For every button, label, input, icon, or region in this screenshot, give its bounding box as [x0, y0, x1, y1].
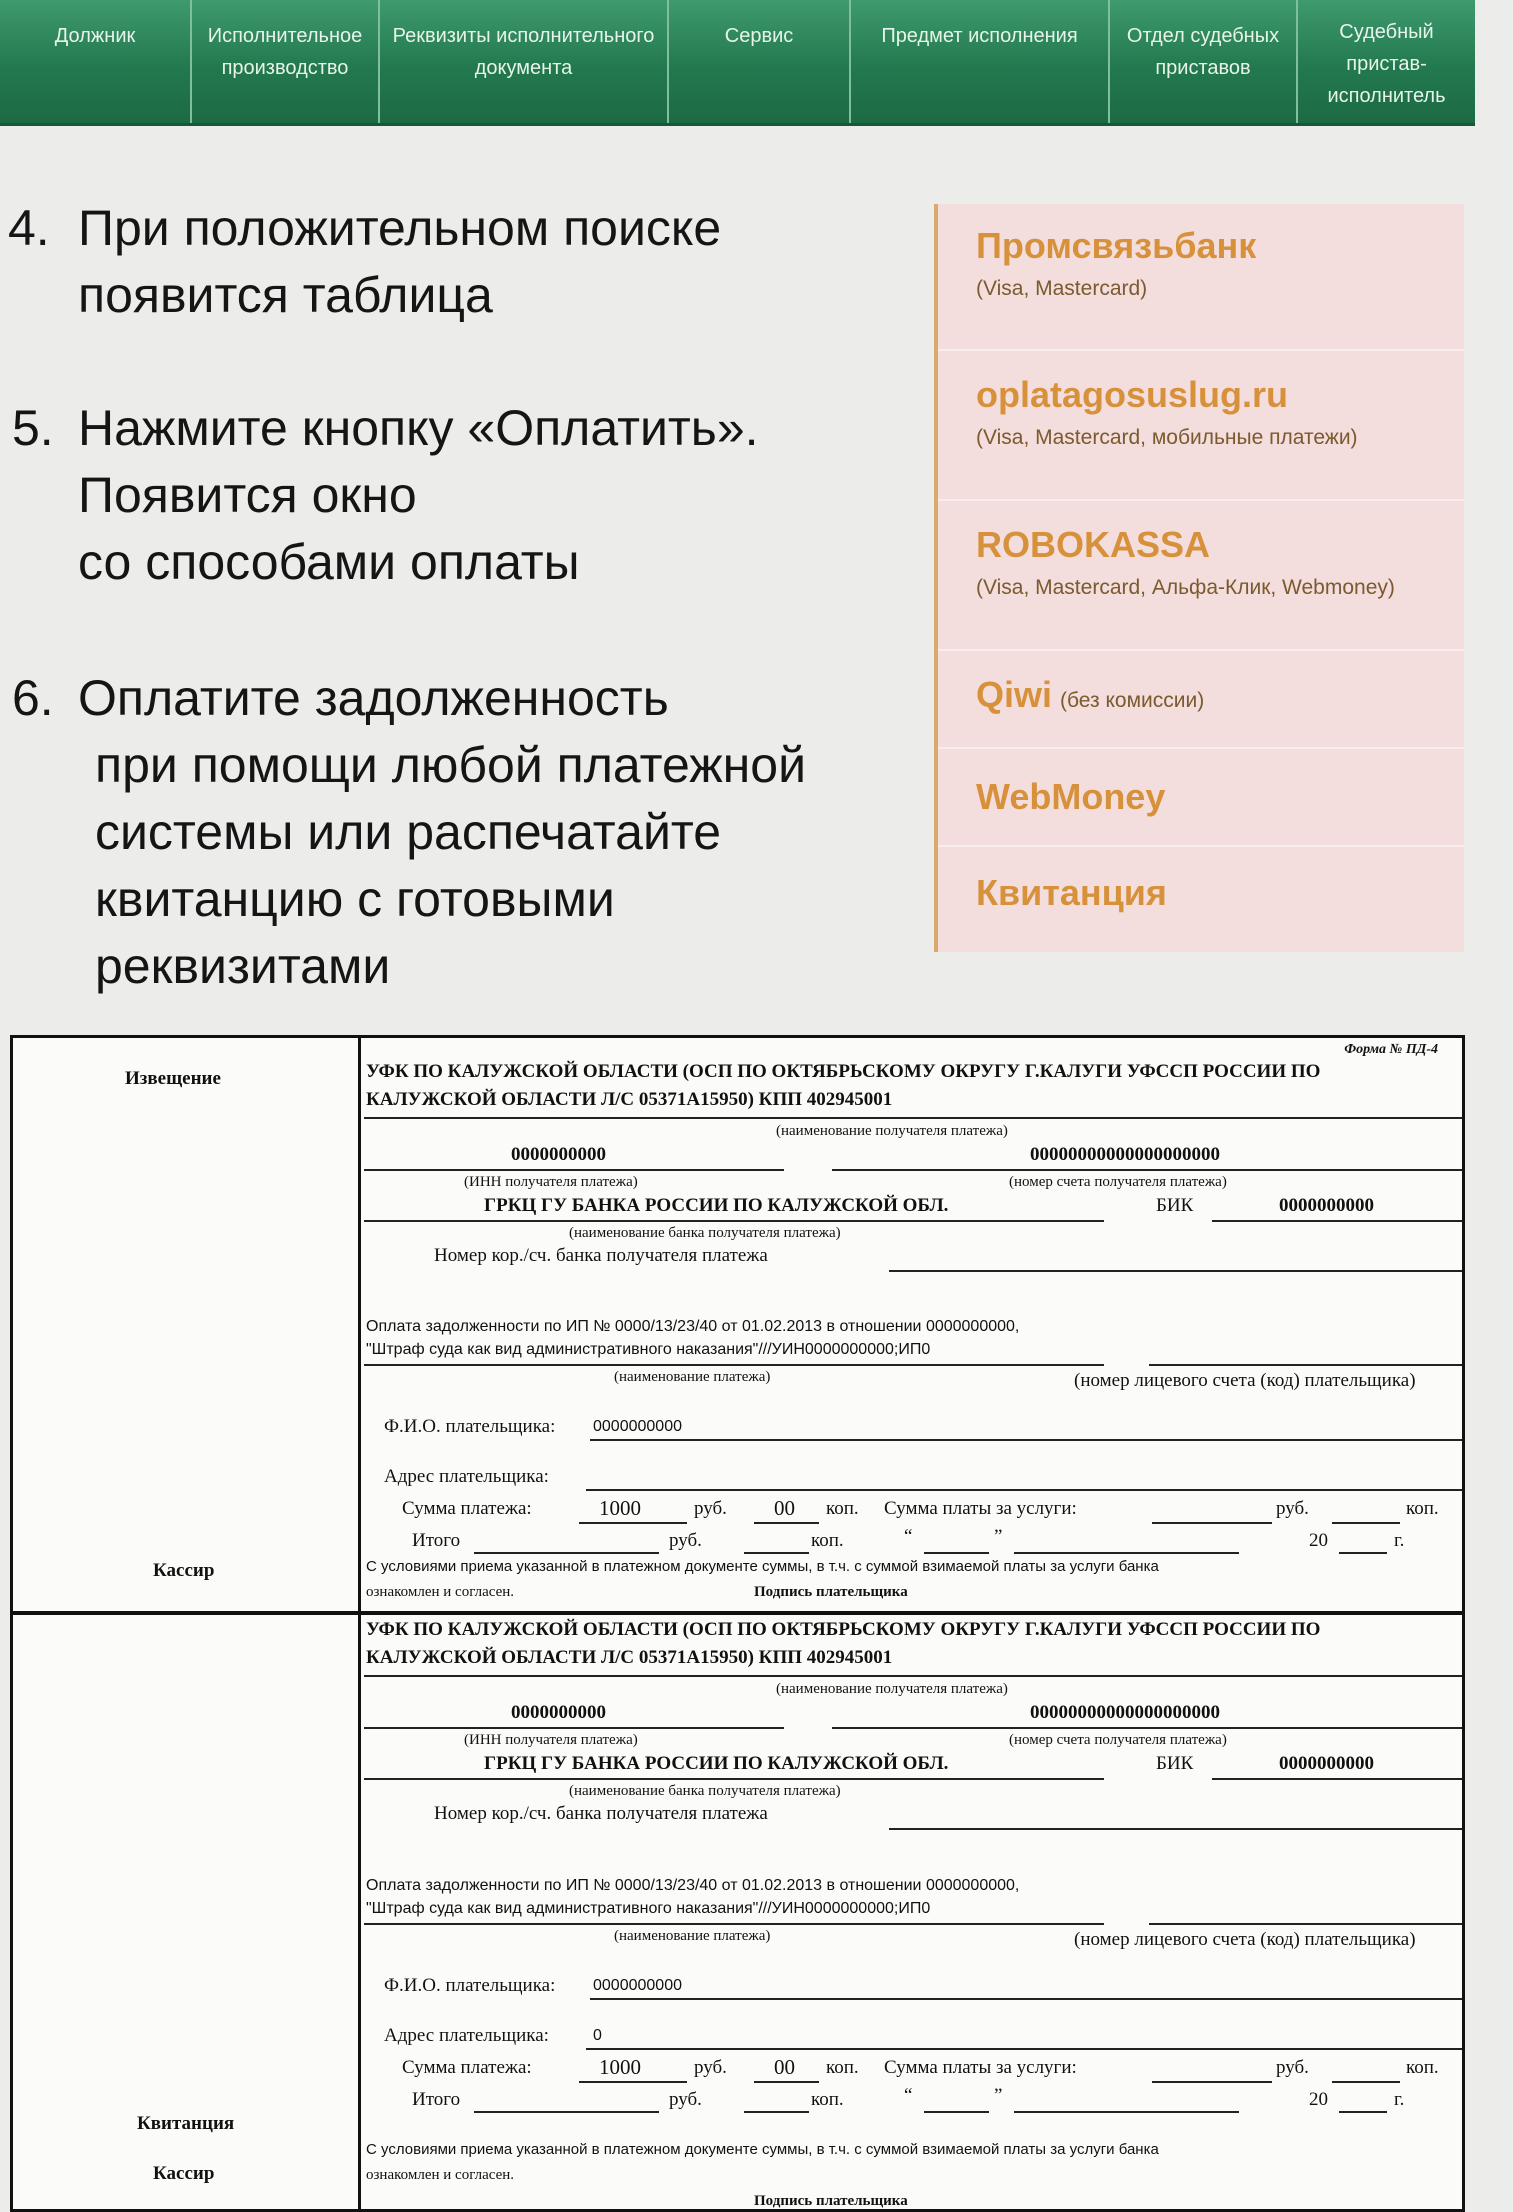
payment-option-promsvyazbank[interactable] [938, 204, 1464, 351]
payment-receipt-form [10, 1035, 1465, 2212]
payment-sum-kop[interactable]: 00 [774, 1496, 795, 1520]
payer-address-value[interactable]: 0 [593, 2027, 602, 2044]
recipient-name-cont: КАЛУЖСКОЙ ОБЛАСТИ Л/С 05371А15950) КПП 402945001 [366, 1089, 893, 1110]
bank-name: ГРКЦ ГУ БАНКА РОССИИ ПО КАЛУЖСКОЙ ОБЛ. [484, 1195, 949, 1216]
payment-purpose-cont: "Штраф суда как вид административного наказания"///УИН0000000000;ИП0 [366, 1900, 931, 1917]
nav-item-service[interactable]: Сервис [669, 0, 851, 123]
payment-option-oplatagosuslug[interactable] [938, 351, 1464, 501]
bank-caption: (наименование банка получателя платежа) [569, 1783, 841, 1799]
payment-sum-label: Сумма платежа: [402, 1498, 532, 1519]
recipient-name: УФК ПО КАЛУЖСКОЙ ОБЛАСТИ (ОСП ПО ОКТЯБРЬСКОМУ ОКРУГУ Г.КАЛУГИ УФССП РОССИИ ПО [366, 1061, 1321, 1082]
step-text: со способами оплаты [78, 534, 580, 590]
payer-name-value[interactable]: 0000000000 [593, 1977, 682, 1994]
payment-option-name: WebMoney [976, 776, 1166, 817]
nav-item-bailiff[interactable]: Судебный пристав- исполнитель [1327, 21, 1446, 107]
payment-option-name: oplatagosuslug.ru [976, 374, 1289, 415]
receipt-label: Квитанция [137, 2113, 235, 2134]
step-text: реквизитами [95, 938, 391, 994]
date-quote-close: ” [994, 1526, 1003, 1547]
payment-option-details: (Visa, Mastercard, мобильные платежи) [976, 426, 1358, 449]
payment-option-name: Промсвязьбанк [976, 225, 1257, 266]
nav-item-bailiff-department[interactable]: Отдел судебных приставов [1110, 0, 1298, 123]
step-text: Нажмите кнопку «Оплатить». [78, 400, 759, 456]
payment-methods-panel [934, 204, 1464, 952]
kop-label: коп. [811, 1530, 844, 1551]
notice-section [13, 1038, 1462, 1615]
payment-sum-rub[interactable]: 1000 [599, 2055, 641, 2079]
receipt-section [13, 1615, 1462, 2212]
corr-account-label: Номер кор./сч. банка получателя платежа [434, 1803, 768, 1824]
notice-label: Извещение [125, 1068, 221, 1089]
step-text: квитанцию с готовыми [95, 871, 615, 927]
payment-option-receipt[interactable] [938, 847, 1464, 952]
personal-account-caption: (номер лицевого счета (код) плательщика) [1074, 1929, 1416, 1950]
year-prefix: 20 [1309, 1530, 1328, 1551]
payment-option-name: Qiwi [976, 674, 1053, 715]
cashier-label: Кассир [153, 2163, 215, 2184]
payment-option-details: (Visa, Mastercard) [976, 277, 1148, 300]
corr-account-label: Номер кор./сч. банка получателя платежа [434, 1245, 768, 1266]
terms-text: С условиями приема указанной в платежном документе суммы, в т.ч. с суммой взимаемой платы за услуги банка [366, 2141, 1159, 2158]
total-label: Итого [412, 1530, 461, 1551]
purpose-caption: (наименование платежа) [614, 1369, 771, 1385]
payment-purpose-cont: "Штраф суда как вид административного наказания"///УИН0000000000;ИП0 [366, 1341, 931, 1358]
rub-label: руб. [669, 1530, 702, 1551]
account-value: 00000000000000000000 [1030, 1702, 1220, 1723]
payment-option-qiwi[interactable] [938, 651, 1464, 749]
kop-label: коп. [1406, 1498, 1439, 1519]
step-text: Появится окно [78, 467, 417, 523]
notice-fields [364, 1038, 1462, 1611]
payment-option-details: (Visa, Mastercard, Альфа-Клик, Webmoney) [976, 576, 1395, 599]
terms-text: С условиями приема указанной в платежном документе суммы, в т.ч. с суммой взимаемой платы за услуги банка [366, 1558, 1159, 1575]
bank-name: ГРКЦ ГУ БАНКА РОССИИ ПО КАЛУЖСКОЙ ОБЛ. [484, 1753, 949, 1774]
rub-label: руб. [1276, 2057, 1309, 2078]
step-text: При положительном поиске [78, 200, 722, 256]
rub-label: руб. [1276, 1498, 1309, 1519]
form-number: Форма № ПД-4 [1344, 1042, 1438, 1057]
step-6 [0, 665, 806, 1000]
payer-name-label: Ф.И.О. плательщика: [384, 1416, 556, 1437]
payment-option-robokassa[interactable] [938, 501, 1464, 651]
kop-label: коп. [826, 2057, 859, 2078]
top-navigation [0, 0, 1475, 126]
payment-purpose: Оплата задолженности по ИП № 0000/13/23/40 от 01.02.2013 в отношении 0000000000, [366, 1318, 1020, 1335]
account-value: 00000000000000000000 [1030, 1144, 1220, 1165]
kop-label: коп. [826, 1498, 859, 1519]
step-4 [0, 195, 721, 329]
step-text: при помощи любой платежной [95, 737, 807, 793]
inn-caption: (ИНН получателя платежа) [464, 1174, 638, 1190]
payment-sum-rub[interactable]: 1000 [599, 1496, 641, 1520]
bik-label: БИК [1156, 1753, 1194, 1774]
service-fee-label: Сумма платы за услуги: [884, 1498, 1077, 1519]
payment-option-webmoney[interactable] [938, 749, 1464, 847]
service-fee-label: Сумма платы за услуги: [884, 2057, 1077, 2078]
payment-option-name: Квитанция [976, 872, 1167, 913]
year-suffix: г. [1394, 1530, 1405, 1551]
payment-option-name: ROBOKASSA [976, 524, 1211, 565]
nav-item-document-details[interactable]: Реквизиты исполнительного документа [380, 0, 669, 123]
step-text: системы или распечатайте [95, 804, 722, 860]
payer-address-label: Адрес плательщика: [384, 1466, 549, 1487]
payment-option-details: (без комиссии) [1060, 689, 1205, 712]
step-number: 5. [12, 400, 54, 456]
payer-name-label: Ф.И.О. плательщика: [384, 1975, 556, 1996]
payment-sum-kop[interactable]: 00 [774, 2055, 795, 2079]
recipient-caption: (наименование получателя платежа) [776, 1681, 1008, 1697]
payment-purpose: Оплата задолженности по ИП № 0000/13/23/40 от 01.02.2013 в отношении 0000000000, [366, 1877, 1020, 1894]
date-quote-close: ” [994, 2085, 1003, 2106]
bank-caption: (наименование банка получателя платежа) [569, 1225, 841, 1241]
cashier-label: Кассир [153, 1560, 215, 1581]
year-prefix: 20 [1309, 2089, 1328, 2110]
bik-value: 0000000000 [1279, 1195, 1374, 1216]
personal-account-caption: (номер лицевого счета (код) плательщика) [1074, 1370, 1416, 1391]
bik-label: БИК [1156, 1195, 1194, 1216]
step-number: 6. [12, 670, 54, 726]
nav-item-debtor[interactable]: Должник [0, 0, 192, 123]
notice-label-column [13, 1038, 361, 1611]
terms-text-cont: ознакомлен и согласен. [366, 1584, 515, 1600]
bik-value: 0000000000 [1279, 1753, 1374, 1774]
nav-item-enforcement-proceedings[interactable]: Исполнительное производство [192, 0, 380, 123]
step-text: Оплатите задолженность [78, 670, 669, 726]
recipient-name-cont: КАЛУЖСКОЙ ОБЛАСТИ Л/С 05371А15950) КПП 402945001 [366, 1647, 893, 1668]
recipient-caption: (наименование получателя платежа) [776, 1123, 1008, 1139]
inn-caption: (ИНН получателя платежа) [464, 1732, 638, 1748]
step-5 [0, 395, 759, 596]
recipient-name: УФК ПО КАЛУЖСКОЙ ОБЛАСТИ (ОСП ПО ОКТЯБРЬСКОМУ ОКРУГУ Г.КАЛУГИ УФССП РОССИИ ПО [366, 1619, 1321, 1640]
rub-label: руб. [694, 1498, 727, 1519]
nav-item-subject[interactable]: Предмет исполнения [851, 0, 1110, 123]
purpose-caption: (наименование платежа) [614, 1928, 771, 1944]
step-number: 4. [8, 200, 50, 256]
kop-label: коп. [1406, 2057, 1439, 2078]
year-suffix: г. [1394, 2089, 1405, 2110]
total-label: Итого [412, 2089, 461, 2110]
terms-text-cont: ознакомлен и согласен. [366, 2167, 515, 2183]
date-quote-open: “ [904, 2085, 913, 2106]
inn-value: 0000000000 [511, 1144, 606, 1165]
date-quote-open: “ [904, 1526, 913, 1547]
step-text: появится таблица [78, 267, 493, 323]
account-caption: (номер счета получателя платежа) [1009, 1174, 1227, 1190]
account-caption: (номер счета получателя платежа) [1009, 1732, 1227, 1748]
receipt-fields [364, 1615, 1462, 2212]
payer-signature-label: Подпись плательщика [754, 1584, 908, 1600]
payer-address-label: Адрес плательщика: [384, 2025, 549, 2046]
payment-sum-label: Сумма платежа: [402, 2057, 532, 2078]
payer-signature-label: Подпись плательщика [754, 2193, 908, 2209]
kop-label: коп. [811, 2089, 844, 2110]
receipt-label-column [13, 1615, 361, 2212]
payer-name-value[interactable]: 0000000000 [593, 1418, 682, 1435]
rub-label: руб. [694, 2057, 727, 2078]
rub-label: руб. [669, 2089, 702, 2110]
inn-value: 0000000000 [511, 1702, 606, 1723]
